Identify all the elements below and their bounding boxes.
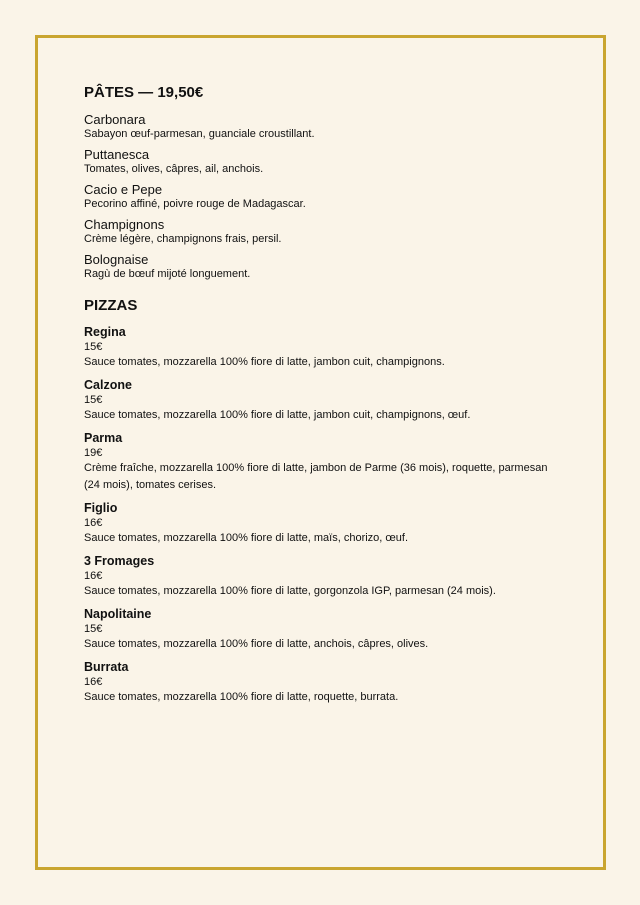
pizza-item: [84, 501, 564, 547]
menu-content: [84, 84, 564, 713]
pizza-item: [84, 378, 564, 424]
pizza-item: [84, 325, 564, 371]
pasta-description: Pecorino affiné, poivre rouge de Madagascar.: [84, 198, 306, 210]
pasta-item: [84, 112, 564, 141]
pizza-price: 16€: [84, 517, 103, 529]
pizza-description: Sauce tomates, mozzarella 100% fiore di latte, jambon cuit, champignons, œuf.: [84, 409, 471, 421]
pasta-description: Crème légère, champignons frais, persil.: [84, 233, 282, 245]
pizza-description: Crème fraîche, mozzarella 100% fiore di latte, jambon de Parme (36 mois), roquette, parmesan (24 mois), tomates cerises.: [84, 462, 548, 491]
pizza-price: 19€: [84, 447, 103, 459]
pasta-name: Carbonara: [84, 112, 146, 127]
pizza-price: 15€: [84, 341, 103, 353]
pasta-description: Ragù de bœuf mijoté longuement.: [84, 268, 251, 280]
pasta-name: Champignons: [84, 217, 165, 232]
pasta-description: Tomates, olives, câpres, ail, anchois.: [84, 163, 264, 175]
pizza-price: 16€: [84, 570, 103, 582]
pasta-item: [84, 147, 564, 176]
section-title-pizzas: PIZZAS: [84, 297, 138, 314]
section-title-pastas: PÂTES — 19,50€: [84, 84, 204, 101]
pasta-name: Bolognaise: [84, 252, 149, 267]
pasta-name: Puttanesca: [84, 147, 150, 162]
pizza-item: [84, 431, 564, 494]
pizza-price: 15€: [84, 623, 103, 635]
pizza-name: Figlio: [84, 501, 118, 515]
pasta-item: [84, 217, 564, 246]
pizza-item: [84, 660, 564, 706]
pizza-price: 15€: [84, 394, 103, 406]
pizza-item: [84, 554, 564, 600]
pasta-name: Cacio e Pepe: [84, 182, 163, 197]
pasta-item: [84, 252, 564, 281]
section-pastas: [84, 84, 564, 281]
pizza-name: Parma: [84, 431, 123, 445]
pizza-name: Napolitaine: [84, 607, 152, 621]
pizza-description: Sauce tomates, mozzarella 100% fiore di latte, anchois, câpres, olives.: [84, 638, 429, 650]
pizza-description: Sauce tomates, mozzarella 100% fiore di latte, maïs, chorizo, œuf.: [84, 532, 409, 544]
pizza-description: Sauce tomates, mozzarella 100% fiore di latte, roquette, burrata.: [84, 691, 399, 703]
pizza-item: [84, 607, 564, 653]
pizza-description: Sauce tomates, mozzarella 100% fiore di latte, jambon cuit, champignons.: [84, 356, 445, 368]
pizza-description: Sauce tomates, mozzarella 100% fiore di latte, gorgonzola IGP, parmesan (24 mois).: [84, 585, 496, 597]
section-pizzas: [84, 297, 564, 706]
pizza-name: Burrata: [84, 660, 129, 674]
pasta-description: Sabayon œuf-parmesan, guanciale croustillant.: [84, 128, 315, 140]
pizza-name: 3 Fromages: [84, 554, 155, 568]
pasta-item: [84, 182, 564, 211]
pizza-price: 16€: [84, 676, 103, 688]
pizza-name: Regina: [84, 325, 126, 339]
pizza-name: Calzone: [84, 378, 132, 392]
